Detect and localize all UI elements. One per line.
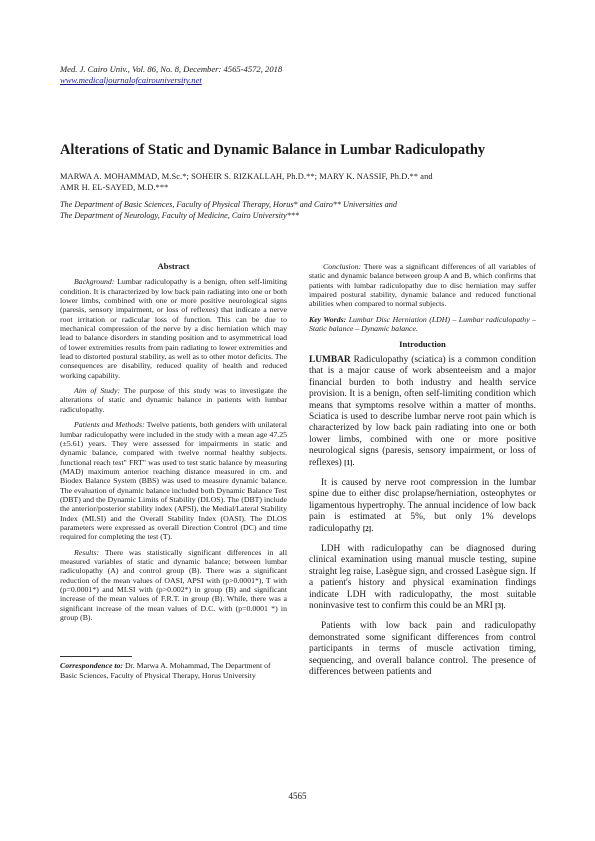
background-text: Lumbar radiculopathy is a benign, often self-limiting condition. It is characterized by low back pain radiating into one or both lower limbs, combined with one or more positive neurological signs (paresis, sensory impairment, or loss of reflexes) that indicate a nerve root irritation or radicular loss of function. This can be due to mechanical compression of the nerve by a disc herniation which may lead to balance disorders in standing position and to asymmetrical load of lower extremities results from pain radiating to lower extremities and lead to distorted postural stability, as well as to other motor deficits. The consequences are disability, reduced quality of health and reduced working capability. [60,277,287,380]
conclusion-text: There was a significant differences of all variables of static and dynamic balance between group A and B, which confirms that patients with lumbar radiculopathy due to disc herniation may suffer impaired postural stability, dynamic balance and reduced functional abilities when compared to normal subjects. [309,262,537,309]
keywords-text: Lumbar Disc Herniation (LDH) – Lumbar radiculopathy – Static balance – Dynamic balance. [309,314,537,334]
keywords-label: Key Words: [309,314,347,324]
journal-url-link[interactable]: www.medicaljournalofcairouniversity.net [60,75,202,85]
methods-text: Twelve patients, both genders with unilateral lumbar radiculopathy were included in the study with a mean age 47.25 (±5.61) years. They were assessed for impairments in static and dynamic balance, compared with twelve normal healthy subjects. functional reach test" FRT" was used to test static balance by measuring (MAD) maximum anterior reaching distance measured in cm. and Biodex Balance System (BBS) was used to measure dynamic balance. The evaluation of dynamic balance included both Dynamic Balance Test (DBT) and the Dynamic Limits of Stability (DLOS). The (DBT) include the anterior/posterior stability index (APSI), the Medial/Lateral Stability Index (MLSI) and the Overall Stability Index (OASI). The DLOS parameters were expressed as overall Direction Control (DC) and time required for completing the test (T). [60,420,287,542]
citation-ref-2[interactable]: [2] [362,524,372,533]
journal-citation: Med. J. Cairo Univ., Vol. 86, No. 8, December: 4565-4572, 2018 [60,64,283,74]
citation-ref-1[interactable]: [1] [344,458,353,467]
abstract-aim [60,386,287,414]
author-line-2: AMR H. EL-SAYED, M.D.*** [60,183,169,193]
paper-title: Alterations of Static and Dynamic Balance in Lumbar Radiculopathy [60,142,486,158]
intro-lead-word: LUMBAR [309,354,351,365]
abstract-methods [60,420,287,541]
correspondence-note [60,661,287,680]
keywords [309,315,536,334]
intro-paragraph-1: LUMBAR Radiculopathy (sciatica) is a common condition that is a major cause of work absenteeism and a major financial burden to both industry and health service provision. It is a benign, often self-limiting condition which means that symptoms resolve within a matter of months. Sciatica is used to describe lumbar nerve root pain which is characterized by low back pain radiating into one or both lower limbs, combined with one or more positive neurological signs (paresis, sensory impairment, or loss of reflexes) [1]. [309,354,536,468]
abstract-background [60,277,287,380]
conclusion-label: Conclusion: [323,262,362,271]
author-line-1: MARWA A. MOHAMMAD, M.Sc.*; SOHEIR S. RIZKALLAH, Ph.D.**; MARY K. NASSIF, Ph.D.** and [60,172,433,181]
correspondence-label: Correspondence to: [60,661,124,670]
right-column [309,262,536,687]
affiliation-line-1: The Department of Basic Sciences, Faculty of Physical Therapy, Horus* and Cairo** Universities and [60,200,397,209]
aim-label: Aim of Study: [74,386,121,396]
affiliation-line-2: The Department of Neurology, Faculty of Medicine, Cairo University*** [60,211,300,220]
intro-paragraph-3: LDH with radiculopathy can be diagnosed during clinical examination using manual muscle testing, supine straight leg raise, Lasègue sign, and crossed Lasègue sign. If a patient's history and physical examination findings indicate LDH with radiculopathy, the most suitable noninvasive test to confirm this could be an MRI [3]. [309,543,537,611]
intro-paragraph-4 [309,621,536,678]
abstract-column-left [60,262,287,628]
abstract-results [60,548,287,623]
methods-label: Patients and Methods: [74,420,145,430]
intro-p2-text: It is caused by nerve root compression in the lumbar spine due to either disc prolapse/herniation, osteophytes or ligamentous hypertrophy. The annual incidence of low back pain is estimated at 5%, but only 1% develops radiculopathy [309,477,536,534]
page-number: 4565 [288,791,307,801]
intro-p4-text: Patients with low back pain and radiculopathy demonstrated some significant differences from control participants in terms of muscle activation timing, sequencing, and overall balance control. The presence of differences between patients and [309,621,536,678]
footnote-divider [60,656,132,657]
intro-p1-text: Radiculopathy (sciatica) is a common condition that is a major cause of work absenteeism and a major financial burden to both industry and health service provision. It is a benign, often self-limiting condition which means that symptoms resolve within a matter of months. Sciatica is used to describe lumbar nerve root pain which is characterized by low back pain radiating into one or both lower limbs, combined with one or more positive neurological signs (paresis, sensory impairment, or loss of reflexes) [309,354,536,468]
results-label: Results: [74,547,100,557]
intro-paragraph-2: It is caused by nerve root compression in the lumbar spine due to either disc prolapse/herniation, osteophytes or ligamentous hypertrophy. The annual incidence of low back pain is estimated at 5%, but only 1% develops radiculopathy [2]. [309,477,536,534]
introduction-body [309,355,536,679]
background-label: Background: [74,277,115,287]
abstract-heading: Abstract [157,261,190,271]
affiliations [60,199,500,221]
citation-ref-3[interactable]: [3] [495,602,504,610]
correspondence-text: Dr. Marwa A. Mohammad, The Department of Basic Sciences, Faculty of Physical Therapy, Horus University [60,661,271,680]
intro-p3-text: LDH with radiculopathy can be diagnosed during clinical examination using manual muscle testing, supine straight leg raise, Lasègue sign, and crossed Lasègue sign. If a patient's history and physical examination findings indicate LDH with radiculopathy, the most suitable noninvasive test to confirm this could be an MRI [309,543,537,611]
author-list [60,171,520,194]
journal-header [60,64,360,86]
abstract-conclusion [309,262,536,309]
aim-text: The purpose of this study was to investigate the alterations of static and dynamic balance in patients with lumbar radiculopathy. [60,386,287,414]
results-text: There was statistically significant differences in all measured variables of static and dynamic balance; between lumbar radiculopathy (A) and control group (B). There was a significant reduction of the mean values of OASI, APSI with (p>0.0001*), T with (p=0.0001*) and MLSI with (p>0.002*) in group (B) and significant increase of the mean values of F.R.T. in group (B). While, there was a significant increase of the mean values of D.C. with (p=0.0001 *) in group (B). [60,547,287,623]
introduction-heading: Introduction [399,338,446,349]
